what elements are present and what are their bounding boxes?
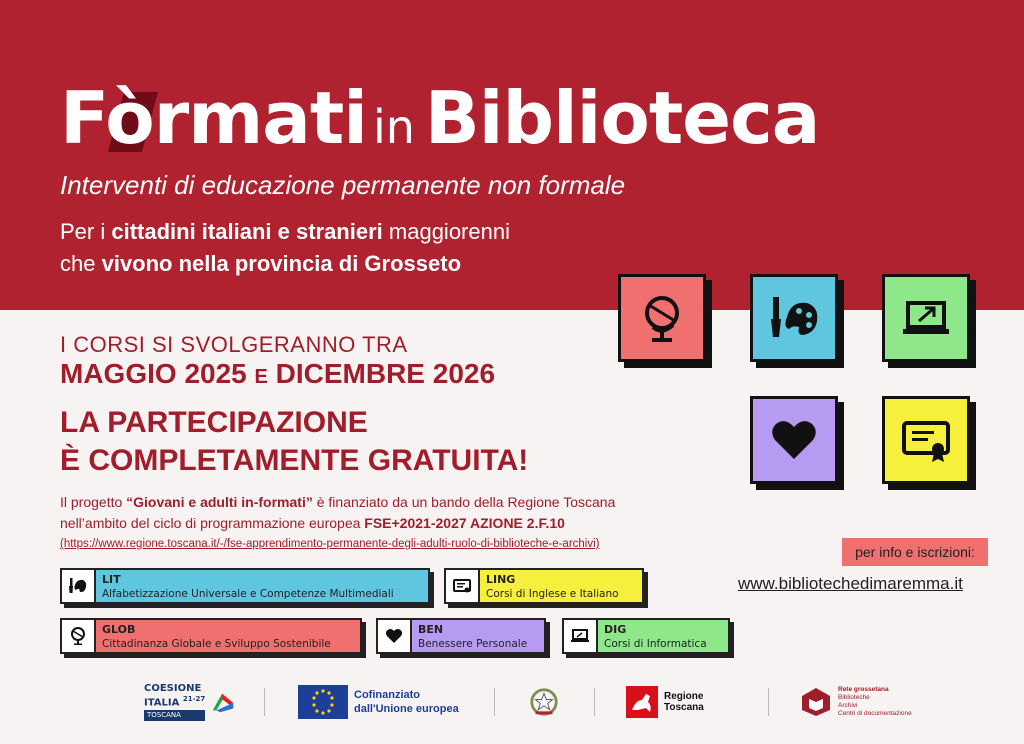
- audience-text: Per i cittadini italiani e stranieri maggiorenni che vivono nella provincia di Grosseto: [60, 219, 510, 276]
- free-participation: LA PARTECIPAZIONE È COMPLETAMENTE GRATUITA!: [60, 406, 529, 477]
- title-word-formati: Fòrmati: [60, 76, 367, 160]
- star-emblem-icon: [528, 686, 560, 718]
- eu-flag-icon: [298, 685, 348, 719]
- heart-icon: [767, 413, 821, 467]
- certificate-icon: [899, 413, 953, 467]
- globe-tile: [618, 274, 706, 362]
- palette-icon: [767, 291, 821, 345]
- palette-icon: [68, 576, 88, 596]
- course-icon: [62, 570, 96, 602]
- heart-tile: [750, 396, 838, 484]
- coesione-arrow-icon: [209, 688, 237, 716]
- course-tag-glob[interactable]: GLOB Cittadinanza Globale e Sviluppo Sostenibile: [60, 618, 362, 654]
- subtitle: Interventi di educazione permanente non formale: [60, 170, 626, 200]
- project-description: Il progetto “Giovani e adulti in-formati” è finanziato da un bando della Regione Toscana nell’ambito del ciclo di programmazione europea FSE+2021-2027 AZIONE 2.F.10 (https://www.regione.toscana.it/-/fse-apprendimento-permanente-degli-adulti-ruolo-di-biblioteche-e-archivi): [60, 492, 615, 555]
- coesione-italia-logo: COESIONE ITALIA $^{21-27}$ TOSCANA: [144, 680, 240, 724]
- italian-republic-emblem: [528, 680, 562, 724]
- title-word-in: in: [372, 100, 415, 154]
- course-icon: [62, 620, 96, 652]
- website-link[interactable]: www.bibliotechedimaremma.it: [738, 574, 963, 593]
- laptop-icon: [570, 626, 590, 646]
- logo-separator: [264, 688, 265, 716]
- certificate-tile: [882, 396, 970, 484]
- heart-icon: [384, 626, 404, 646]
- course-icon: [378, 620, 412, 652]
- laptop-tile: [882, 274, 970, 362]
- title-word-biblioteca: Biblioteca: [425, 76, 819, 160]
- regione-toscana-logo: Regione Toscana: [626, 680, 746, 724]
- dates-intro: I CORSI SI SVOLGERANNO TRA: [60, 332, 408, 357]
- library-book-icon: [800, 686, 832, 718]
- course-tag-lit[interactable]: LIT Alfabetizzazione Universale e Competenze Multimediali: [60, 568, 430, 604]
- logo-separator: [768, 688, 769, 716]
- rete-grossetana-logo: Rete grossetana Biblioteche Archivi Centri di documentazione: [800, 680, 920, 724]
- info-label: per info e iscrizioni:: [842, 538, 988, 566]
- course-dates: MAGGIO 2025 E DICEMBRE 2026: [60, 358, 496, 389]
- course-tag-ben[interactable]: BEN Benessere Personale: [376, 618, 546, 654]
- certificate-icon: [452, 576, 472, 596]
- eu-cofunded-logo: Cofinanziato dall'Unione europea: [298, 680, 468, 724]
- logo-separator: [494, 688, 495, 716]
- course-icon: [446, 570, 480, 602]
- course-tag-ling[interactable]: LING Corsi di Inglese e Italiano: [444, 568, 644, 604]
- project-link[interactable]: (https://www.regione.toscana.it/-/fse-apprendimento-permanente-degli-adulti-ruolo-di-biblioteche-e-archivi): [60, 538, 600, 550]
- course-tag-dig[interactable]: DIG Corsi di Informatica: [562, 618, 730, 654]
- course-icon: [564, 620, 598, 652]
- palette-tile: [750, 274, 838, 362]
- page-title: [60, 76, 819, 160]
- logo-separator: [594, 688, 595, 716]
- globe-icon: [635, 291, 689, 345]
- laptop-icon: [899, 291, 953, 345]
- pegasus-icon: [626, 686, 658, 718]
- globe-icon: [68, 626, 88, 646]
